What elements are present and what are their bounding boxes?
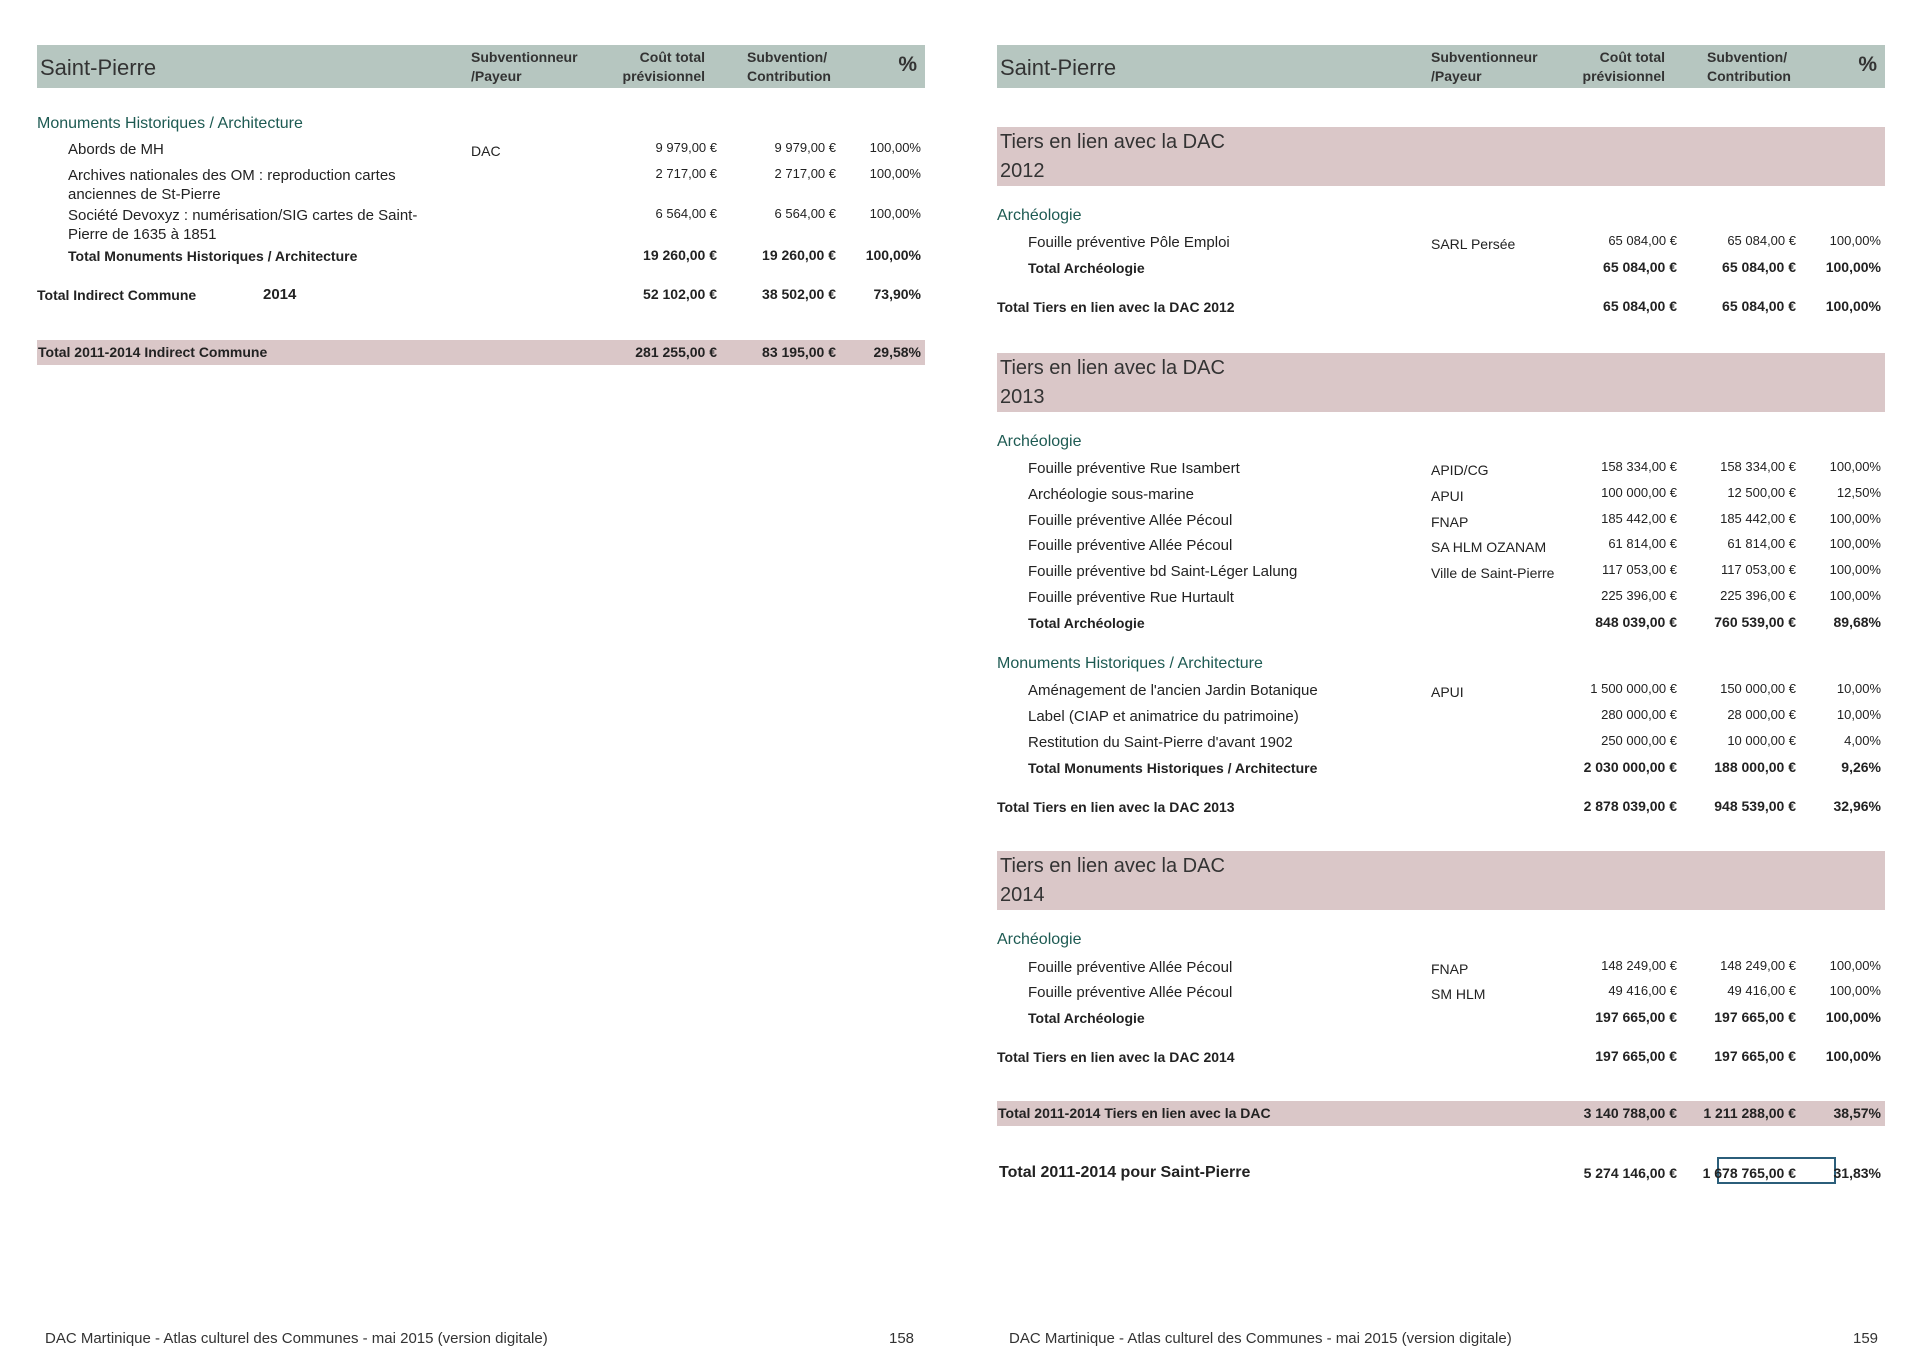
category-heading: Archéologie (997, 207, 1082, 224)
footer-text: DAC Martinique - Atlas culturel des Communes - mai 2015 (version digitale) (45, 1330, 548, 1347)
col-header-subventionneur: Subventionneur /Payeur (1431, 49, 1538, 84)
section-band-2014: Tiers en lien avec la DAC 2014 (997, 851, 1885, 910)
page-number: 159 (1853, 1330, 1879, 1347)
right-page: Saint-Pierre Subventionneur /Payeur Coût total prévisionnel Subvention/ Contribution % Tiers en lien avec la DAC 2012 Archéologie Fouille préventive Pôle Emploi SARL Persée 65 084,00 € 65 084,00 € 100,00% Total Archéologie 65 084,00 € 65 084,00 € 100,00% Total Tiers en lien avec la DAC 2012 65 084,00 € 65 084,00 € 100,00% Tiers en lien avec la DAC 2013 Archéologie Fouille préventive Rue Isambert APID/CG 158 334,00 € 158 334,00 € 100,00% Archéologie sous-marine APUI 100 000,00 € 12 500,00 € 12,50% Fouille préventive Allée Pécoul FNAP 185 442,00 € 185 442,00 € 100,00% Fouille préventive Allée Pécoul SA HLM OZANAM 61 814,00 € 61 814,00 € 100,00% Fouille préventive bd Saint-Léger Lalung Ville de Saint-Pierre 117 053,00 € 117 053,00 € 100,00% Fouille préventive Rue Hurtault 225 396,00 € 225 396,00 € 100,00% Total Archéologie 848 039,00 € 760 539,00 € 89,68% Monuments Historiques / Architecture Aménagement de l'ancien Jardin Botanique APUI 1 500 000,00 € 150 000,00 € 10,00% Label (CIAP et animatrice du patrimoine) 280 000,00 € 28 000,00 € 10,00% Restitution du Saint-Pierre d'avant 1902 250 000,00 € 10 000,00 € 4,00% Total Monuments Historiques / Architecture 2 030 000,00 € 188 000,00 € 9,26% Total Tiers en lien avec la DAC 2013 2 878 039,00 € 948 539,00 € 32,96% Tiers en lien avec la DAC 2014 Archéologie Fouille préventive Allée Pécoul FNAP 148 249,00 € 148 249,00 € 100,00% Fouille préventive Allée Pécoul SM HLM 49 416,00 € 49 416,00 € 100,00% Total Archéologie 197 665,00 € 197 665,00 € 100,00% Total Tiers en lien avec la DAC 2014 197 665,00 € 197 665,00 € 100,00% Total 2011-2014 Tiers en lien avec la DAC 3 140 788,00 € 1 211 288,00 € 38,57% Total 2011-2014 pour Saint-Pierre 5 274 146,00 € 1 678 765,00 € 31,83% DAC Martinique - Atlas culturel des Communes - mai 2015 (version digitale) 159 (960, 0, 1920, 1358)
col-header-pct: % (898, 53, 917, 76)
section-band-2012: Tiers en lien avec la DAC 2012 (997, 127, 1885, 186)
category-heading: Archéologie (997, 433, 1082, 450)
col-header-pct: % (1858, 53, 1877, 76)
col-header-cost: Coût total prévisionnel (1582, 49, 1665, 84)
table-header (37, 45, 925, 88)
period-total-band: Total 2011-2014 Tiers en lien avec la DAC 3 140 788,00 € 1 211 288,00 € 38,57% (997, 1101, 1885, 1126)
col-header-subvention: Subvention/ Contribution (747, 49, 831, 84)
col-header-cost: Coût total prévisionnel (622, 49, 705, 84)
page-number: 158 (889, 1330, 915, 1347)
category-heading: Archéologie (997, 931, 1082, 948)
col-header-subventionneur: Subventionneur /Payeur (471, 49, 578, 84)
footer-text: DAC Martinique - Atlas culturel des Communes - mai 2015 (version digitale) (1009, 1330, 1512, 1347)
left-page: Saint-Pierre Subventionneur /Payeur Coût total prévisionnel Subvention/ Contribution % Monuments Historiques / Architecture Abords de MH DAC 9 979,00 € 9 979,00 € 100,00% Archives nationales des OM : reproduction cartes anciennes de St-Pierre 2 717,00 € 2 717,00 € 100,00% Société Devoxyz : numérisation/SIG cartes de Saint- Pierre de 1635 à 1851 6 564,00 € 6 564,00 € 100,00% Total Monuments Historiques / Architecture 19 260,00 € 19 260,00 € 100,00% Total Indirect Commune 2014 52 102,00 € 38 502,00 € 73,90% Total 2011-2014 Indirect Commune 281 255,00 € 83 195,00 € 29,58% DAC Martinique - Atlas culturel des Communes - mai 2015 (version digitale) 158 (0, 0, 960, 1358)
commune-title: Saint-Pierre (1000, 55, 1117, 80)
table-header (997, 45, 1885, 88)
category-heading: Monuments Historiques / Architecture (997, 655, 1263, 672)
period-total-band: Total 2011-2014 Indirect Commune 281 255,00 € 83 195,00 € 29,58% (37, 340, 925, 365)
section-band-2013: Tiers en lien avec la DAC 2013 (997, 353, 1885, 412)
category-heading: Monuments Historiques / Architecture (37, 115, 303, 132)
col-header-subvention: Subvention/ Contribution (1707, 49, 1791, 84)
commune-title: Saint-Pierre (40, 55, 157, 80)
